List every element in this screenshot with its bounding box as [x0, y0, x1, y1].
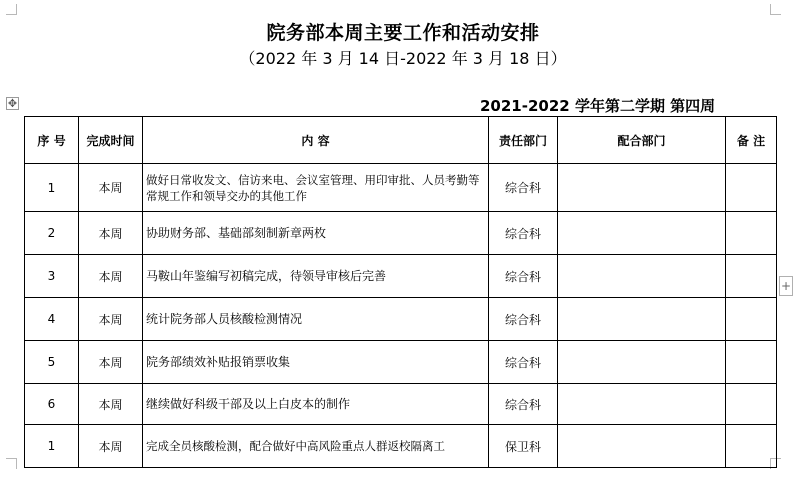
cell-time[interactable]: 本周	[79, 384, 143, 425]
table-row	[25, 341, 777, 384]
cell-content[interactable]: 完成全员核酸检测，配合做好中高风险重点人群返校隔离工	[143, 425, 489, 468]
cell-dept[interactable]: 综合科	[489, 341, 558, 384]
cell-dept[interactable]: 综合科	[489, 298, 558, 341]
table-header-row	[25, 117, 777, 164]
table-row	[25, 384, 777, 425]
schedule-table	[24, 116, 777, 468]
table-row	[25, 164, 777, 212]
cell-time[interactable]: 本周	[79, 341, 143, 384]
cell-dept[interactable]: 综合科	[489, 384, 558, 425]
table-row	[25, 255, 777, 298]
table-row	[25, 425, 777, 468]
cell-coop[interactable]	[558, 341, 726, 384]
cell-time[interactable]: 本周	[79, 255, 143, 298]
cell-coop[interactable]	[558, 164, 726, 212]
cell-note[interactable]	[726, 164, 777, 212]
header-seq[interactable]: 序 号	[25, 117, 79, 164]
header-coop[interactable]: 配合部门	[558, 117, 726, 164]
cell-seq[interactable]: 3	[25, 255, 79, 298]
cell-note[interactable]	[726, 212, 777, 255]
cell-content[interactable]: 做好日常收发文、信访来电、会议室管理、用印审批、人员考勤等常规工作和领导交办的其他工作	[143, 164, 489, 212]
cell-dept[interactable]: 保卫科	[489, 425, 558, 468]
cell-content[interactable]: 院务部绩效补贴报销票收集	[143, 341, 489, 384]
cell-time[interactable]: 本周	[79, 212, 143, 255]
page-corner-mark	[770, 4, 781, 15]
cell-dept[interactable]: 综合科	[489, 255, 558, 298]
cell-seq[interactable]: 5	[25, 341, 79, 384]
term-week: 2021-2022 学年第二学期 第四周	[480, 97, 716, 115]
cell-coop[interactable]	[558, 425, 726, 468]
cell-time[interactable]: 本周	[79, 298, 143, 341]
cell-seq[interactable]: 6	[25, 384, 79, 425]
page-corner-mark	[6, 458, 17, 469]
page-corner-mark	[6, 4, 17, 15]
cell-seq[interactable]: 2	[25, 212, 79, 255]
cell-seq[interactable]: 4	[25, 298, 79, 341]
cell-dept[interactable]: 综合科	[489, 212, 558, 255]
header-dept[interactable]: 责任部门	[489, 117, 558, 164]
cell-note[interactable]	[726, 341, 777, 384]
cell-coop[interactable]	[558, 212, 726, 255]
document-date-range: （2022 年 3 月 14 日-2022 年 3 月 18 日）	[239, 49, 567, 68]
cell-content[interactable]: 协助财务部、基础部刻制新章两枚	[143, 212, 489, 255]
cell-note[interactable]	[726, 255, 777, 298]
cell-coop[interactable]	[558, 384, 726, 425]
cell-time[interactable]: 本周	[79, 425, 143, 468]
table-row	[25, 212, 777, 255]
cell-seq[interactable]: 1	[25, 425, 79, 468]
cell-note[interactable]	[726, 298, 777, 341]
table-move-handle-icon[interactable]: ✥	[7, 97, 18, 110]
cell-content[interactable]: 马鞍山年鉴编写初稿完成，待领导审核后完善	[143, 255, 489, 298]
header-time[interactable]: 完成时间	[79, 117, 143, 164]
header-note[interactable]: 备 注	[726, 117, 777, 164]
cell-note[interactable]	[726, 425, 777, 468]
cell-seq[interactable]: 1	[25, 164, 79, 212]
cell-note[interactable]	[726, 384, 777, 425]
cell-dept[interactable]: 综合科	[489, 164, 558, 212]
cell-content[interactable]: 继续做好科级干部及以上白皮本的制作	[143, 384, 489, 425]
table-row	[25, 298, 777, 341]
header-content[interactable]: 内 容	[143, 117, 489, 164]
add-column-plus-icon[interactable]: +	[779, 276, 793, 296]
cell-content[interactable]: 统计院务部人员核酸检测情况	[143, 298, 489, 341]
document-title: 院务部本周主要工作和活动安排	[266, 22, 540, 44]
cell-coop[interactable]	[558, 255, 726, 298]
cell-time[interactable]: 本周	[79, 164, 143, 212]
cell-coop[interactable]	[558, 298, 726, 341]
